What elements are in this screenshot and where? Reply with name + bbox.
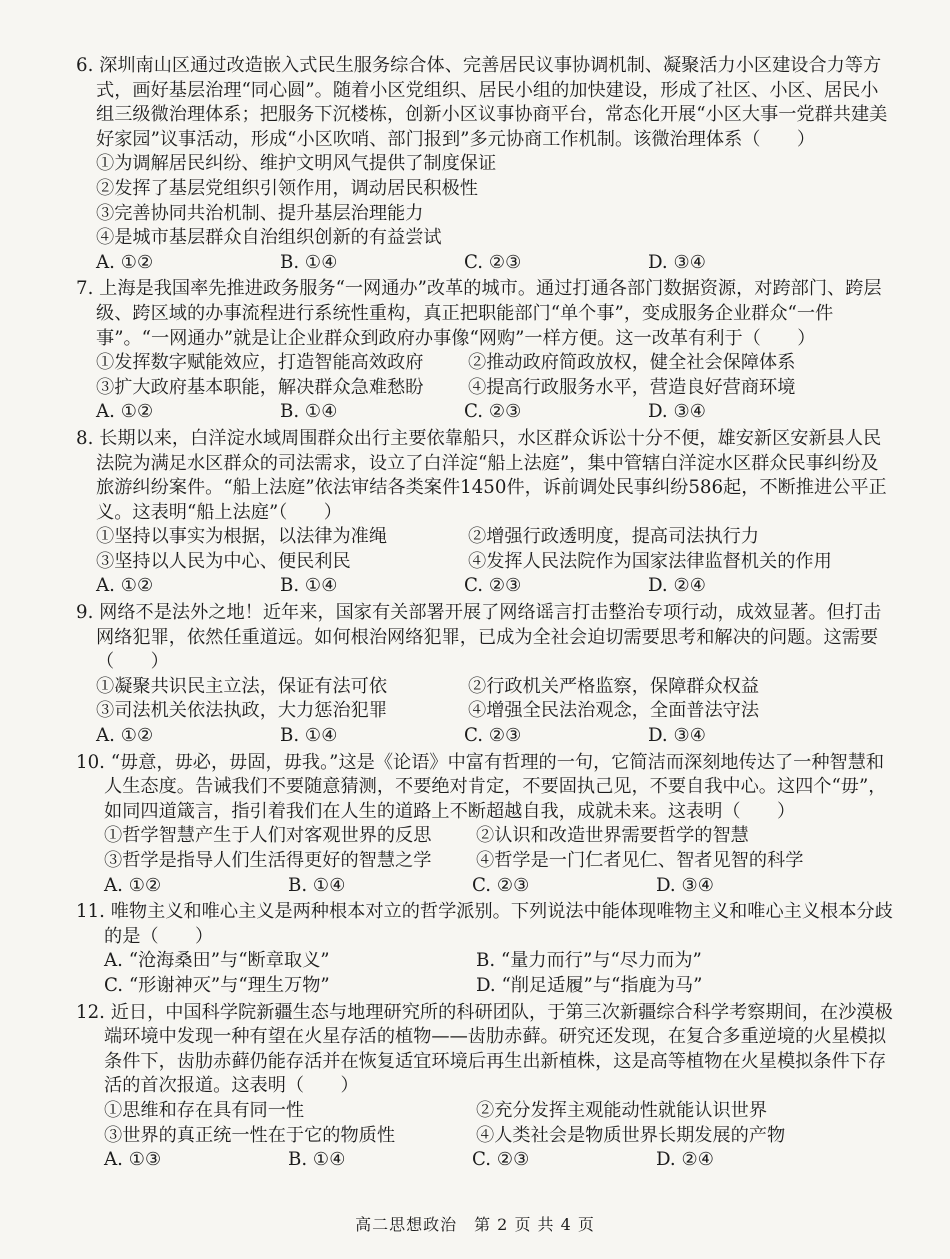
option-3: ③完善协同共治机制、提升基层治理能力 (96, 202, 424, 224)
answer-d: D. ③④ (648, 401, 707, 423)
option-4: ④人类社会是物质世界长期发展的产物 (476, 1124, 786, 1146)
question-12 (76, 1001, 894, 1173)
option-3: ③扩大政府基本职能，解决群众急难愁盼 (96, 376, 424, 398)
answer-b: B. ①④ (288, 1149, 346, 1171)
option-a: A. “沧海桑田”与“断章取义” (104, 950, 330, 972)
option-row (76, 525, 894, 550)
option-2: ②认识和改造世界需要哲学的智慧 (476, 825, 749, 847)
option-row (76, 550, 894, 575)
answer-choices (76, 874, 894, 899)
answer-a: A. ①② (96, 575, 154, 597)
answer-d: D. ③④ (648, 251, 707, 273)
answer-d: D. ③④ (656, 874, 715, 896)
answer-b: B. ①④ (280, 725, 338, 747)
answer-c: C. ②③ (464, 251, 522, 273)
answer-choices (76, 400, 894, 425)
option-row (76, 699, 894, 724)
answer-a: A. ①② (96, 251, 154, 273)
option-2: ②推动政府简政放权，健全社会保障体系 (468, 352, 796, 374)
option-d: D. “削足适履”与“指鹿为马” (476, 974, 703, 996)
answer-b: B. ①④ (288, 874, 346, 896)
option-1: ①坚持以事实为根据，以法律为准绳 (96, 526, 388, 548)
option-1: ①发挥数字赋能效应，打造智能高效政府 (96, 352, 424, 374)
answer-c: C. ②③ (464, 401, 522, 423)
option-4: ④增强全民法治观念，全面普法守法 (468, 700, 760, 722)
answer-b: B. ①④ (280, 401, 338, 423)
option-row (76, 1124, 894, 1149)
answer-d: D. ②④ (656, 1149, 715, 1171)
option-3: ③哲学是指导人们生活得更好的智慧之学 (104, 850, 432, 871)
question-9 (76, 601, 894, 749)
option-1: ①哲学智慧产生于人们对客观世界的反思 (104, 825, 432, 847)
option-2: ②行政机关严格监察，保障群众权益 (468, 675, 760, 697)
answer-c: C. ②③ (464, 725, 522, 747)
option-row (76, 376, 894, 401)
question-stem: 11. 唯物主义和唯心主义是两种根本对立的哲学派别。下列说法中能体现唯物主义和唯心主义根本分歧的是（ ） (76, 901, 893, 947)
answer-c: C. ②③ (472, 874, 530, 896)
option-4: ④提高行政服务水平，营造良好营商环境 (468, 376, 796, 398)
answer-choices (76, 574, 894, 599)
answer-a: A. ①② (96, 725, 154, 747)
question-stem: 6. 深圳南山区通过改造嵌入式民生服务综合体、完善居民议事协调机制、凝聚活力小区建设合力等方式，画好基层治理“同心圆”。随着小区党组织、居民小组的加快建设，形成了社区、小区、居民小组三级微治理体系；把服务下沉楼栋，创新小区议事协商平台，常态化开展“小区大事一党群共建美好家园”议事活动，形成“小区吹哨、部门报到”多元协商工作机制。该微治理体系（ ） (76, 55, 888, 150)
answer-a: A. ①② (104, 874, 162, 896)
page-footer: 高二思想政治 第 2 页 共 4 页 (355, 1215, 595, 1234)
option-row (76, 351, 894, 376)
option-2: ②充分发挥主观能动性就能认识世界 (476, 1099, 768, 1121)
option-2: ②增强行政透明度，提高司法执行力 (468, 526, 760, 548)
question-6 (76, 54, 894, 275)
option-4: ④发挥人民法院作为国家法律监督机关的作用 (468, 550, 832, 572)
option-row (76, 824, 894, 849)
option-row (76, 849, 894, 874)
option-3: ③坚持以人民为中心、便民利民 (96, 550, 351, 572)
option-2: ②发挥了基层党组织引领作用，调动居民积极性 (96, 177, 478, 199)
answer-choices (76, 1148, 894, 1173)
option-c: C. “形谢神灭”与“理生万物” (104, 974, 330, 996)
question-stem: 12. 近日，中国科学院新疆生态与地理研究所的科研团队，于第三次新疆综合科学考察期间，在沙漠极端环境中发现一种有望在火星存活的植物——齿肋赤藓。研究还发现，在复合多重逆境的火星模拟条件下，齿肋赤藓仍能存活并在恢复适宜环境后再生出新植株，这是高等植物在火星模拟条件下存活的首次报道。这表明（ ） (76, 1001, 893, 1097)
question-8 (76, 427, 894, 599)
answer-c: C. ②③ (472, 1149, 530, 1171)
answer-a: A. ①② (96, 401, 154, 423)
option-4: ④是城市基层群众自治组织创新的有益尝试 (96, 227, 442, 249)
option-4: ④哲学是一门仁者见仁、智者见智的科学 (476, 850, 804, 871)
question-stem: 10. “毋意，毋必，毋固，毋我。”这是《论语》中富有哲理的一句，它简洁而深刻地传达了一种智慧和人生态度。告诫我们不要随意猜测，不要绝对肯定，不要固执己见，不要自我中心。这四个“毋”，如同四道箴言，指引着我们在人生的道路上不断超越自我，成就未来。这表明（ ） (76, 751, 887, 822)
answer-choices (76, 251, 894, 276)
option-3: ③司法机关依法执政，大力惩治犯罪 (96, 700, 388, 722)
question-stem: 9. 网络不是法外之地！近年来，国家有关部署开展了网络谣言打击整治专项行动，成效显著。但打击网络犯罪，依然任重道远。如何根治网络犯罪，已成为全社会迫切需要思考和解决的问题。这需要（ ） (76, 602, 882, 673)
option-1: ①思维和存在具有同一性 (104, 1099, 305, 1121)
option-row (76, 974, 894, 999)
option-row (76, 1099, 894, 1124)
answer-a: A. ①③ (104, 1149, 162, 1171)
option-row (76, 949, 894, 974)
question-stem: 8. 长期以来，白洋淀水域周围群众出行主要依靠船只，水区群众诉讼十分不便，雄安新区安新县人民法院为满足水区群众的司法需求，设立了白洋淀“船上法庭”，集中管辖白洋淀水区群众民事纠纷及旅游纠纷案件。“船上法庭”依法审结各类案件1450件，诉前调处民事纠纷586起，不断推进公平正义。这表明“船上法庭”（ ） (76, 427, 887, 523)
answer-d: D. ②④ (648, 575, 707, 597)
answer-d: D. ③④ (648, 725, 707, 747)
question-10 (76, 751, 894, 899)
question-7 (76, 277, 894, 425)
answer-b: B. ①④ (280, 575, 338, 597)
answer-c: C. ②③ (464, 575, 522, 597)
answer-b: B. ①④ (280, 251, 338, 273)
option-1: ①为调解居民纠纷、维护文明风气提供了制度保证 (96, 153, 497, 175)
option-3: ③世界的真正统一性在于它的物质性 (104, 1124, 396, 1146)
option-row (76, 675, 894, 700)
option-1: ①凝聚共识民主立法，保证有法可依 (96, 675, 388, 697)
question-stem: 7. 上海是我国率先推进政务服务“一网通办”改革的城市。通过打通各部门数据资源，对跨部门、跨层级、跨区域的办事流程进行系统性重构，真正把职能部门“单个事”，变成服务企业群众“一件事”。“一网通办”就是让企业群众到政府办事像“网购”一样方便。这一改革有利于（ ） (76, 278, 882, 349)
answer-choices (76, 724, 894, 749)
option-b: B. “量力而行”与“尽力而为” (476, 950, 702, 972)
question-11 (76, 900, 894, 998)
